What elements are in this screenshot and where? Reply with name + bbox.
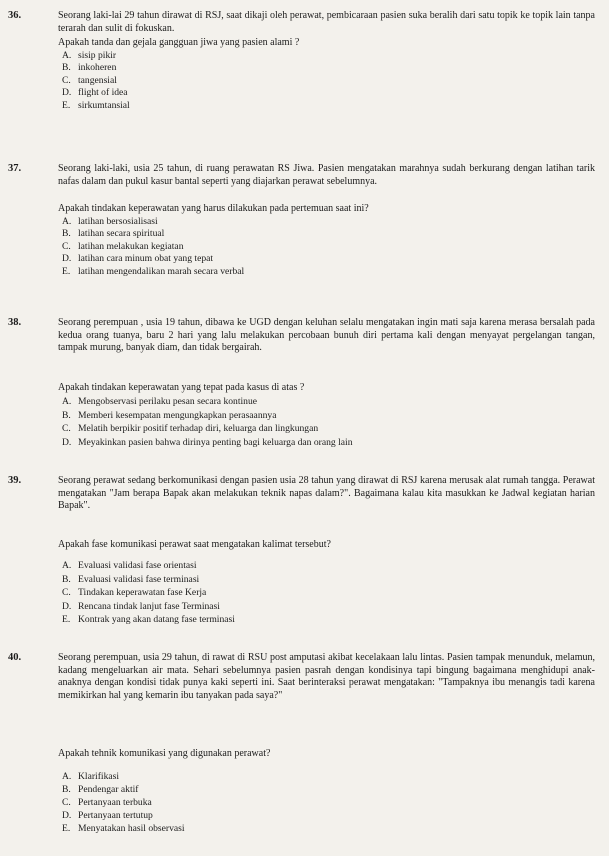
question-ask: Apakah tindakan keperawatan yang harus dilakukan pada pertemuan saat ini? [58,203,369,214]
question-number: 39. [8,475,22,486]
option-b[interactable]: B. latihan secara spiritual [62,228,165,240]
option-d[interactable]: D. Meyakinkan pasien bahwa dirinya penting bagi keluarga dan orang lain [62,436,353,448]
question-stem: Seorang perempuan, usia 29 tahun, di rawat di RSU post amputasi akibat kecelakaan lalu lintas. Pasien tampak menunduk, melamun, kadang mengeluarkan air mata. Sehari sebelumnya pasien pasrah dengan kondisinya tapi bingung bagaimana menghidupi anak-anaknya dengan kondisi tidak punya kaki seperti ini. Saat berinteraksi perawat mengatakan: "Tampaknya ibu menangis tadi karena memikirkan hal yang kemarin ibu tanyakan pada saya?" [58,652,595,701]
option-d[interactable]: D. flight of idea [62,87,128,99]
question-number: 40. [8,652,22,663]
question-number: 37. [8,163,22,174]
option-list [62,770,185,835]
option-c[interactable]: C. tangensial [62,74,117,86]
option-c[interactable]: C. Tindakan keperawatan fase Kerja [62,587,207,599]
question-ask: Apakah tindakan keperawatan yang tepat pada kasus di atas ? [58,382,305,393]
question-ask: Apakah fase komunikasi perawat saat mengatakan kalimat tersebut? [58,539,331,550]
option-e[interactable]: E. Kontrak yang akan datang fase terminasi [62,614,235,626]
option-c[interactable]: C. latihan melakukan kegiatan [62,240,184,252]
option-list [62,559,235,627]
option-c[interactable]: C. Melatih berpikir positif terhadap diri, keluarga dan lingkungan [62,423,319,435]
option-a[interactable]: A. Mengobservasi perilaku pesan secara kontinue [62,396,258,407]
option-d[interactable]: D. Pertanyaan tertutup [62,810,153,821]
question-stem: Seorang laki-laki, usia 25 tahun, di ruang perawatan RS Jiwa. Pasien mengatakan marahnya sudah berkurang dengan latihan tarik nafas dalam dan pukul kasur bantal seperti yang diajarkan perawat sebelumnya. [58,163,595,187]
question-stem: Seorang perempuan , usia 19 tahun, dibawa ke UGD dengan keluhan selalu mengatakan ingin mati saja karena merasa bersalah pada kedua orang tuanya, baru 2 hari yang lalu melakukan percobaan bunuh diri pertama kali dengan menyayat pergelangan tangan, tampak murung, banyak diam, dan tidak bergairah. [58,317,595,354]
option-list [62,395,353,449]
option-e[interactable]: E. Menyatakan hasil observasi [62,823,185,834]
option-a[interactable]: A. Evaluasi validasi fase orientasi [62,560,197,571]
option-a[interactable]: A. latihan bersosialisasi [62,216,158,227]
option-e[interactable]: E. sirkumtansial [62,99,130,111]
question-stem: Seorang perawat sedang berkomunikasi dengan pasien usia 28 tahun yang dirawat di RSJ karena merusak alat rumah tangga. Perawat mengatakan "Jam berapa Bapak akan melakukan teknik napas dalam?". Bagaimana kalau kita masukkan ke Jadwal kegiatan harian Bapak". [58,475,595,512]
option-a[interactable]: A. Klarifikasi [62,771,120,782]
question-ask: Apakah tanda dan gejala gangguan jiwa yang pasien alami ? [58,37,300,48]
question-number: 36. [8,10,22,21]
question-ask: Apakah tehnik komunikasi yang digunakan perawat? [58,748,271,759]
option-list [62,216,244,278]
option-list [62,50,130,112]
option-a[interactable]: A. sisip pikir [62,50,117,61]
option-c[interactable]: C. Pertanyaan terbuka [62,797,152,808]
option-d[interactable]: D. Rencana tindak lanjut fase Terminasi [62,600,220,612]
question-stem: Seorang laki-lai 29 tahun dirawat di RSJ, saat dikaji oleh perawat, pembicaraan pasien suka beralih dari satu topik ke topik lain tanpa terarah dan sulit di fokuskan. [58,10,595,34]
option-b[interactable]: B. Memberi kesempatan mengungkapkan perasaannya [62,409,277,421]
question-number: 38. [8,317,22,328]
option-b[interactable]: B. inkoheren [62,62,117,74]
option-d[interactable]: D. latihan cara minum obat yang tepat [62,253,214,265]
option-e[interactable]: E. latihan mengendalikan marah secara verbal [62,265,245,277]
option-b[interactable]: B. Evaluasi validasi fase terminasi [62,573,200,585]
option-b[interactable]: B. Pendengar aktif [62,784,139,795]
